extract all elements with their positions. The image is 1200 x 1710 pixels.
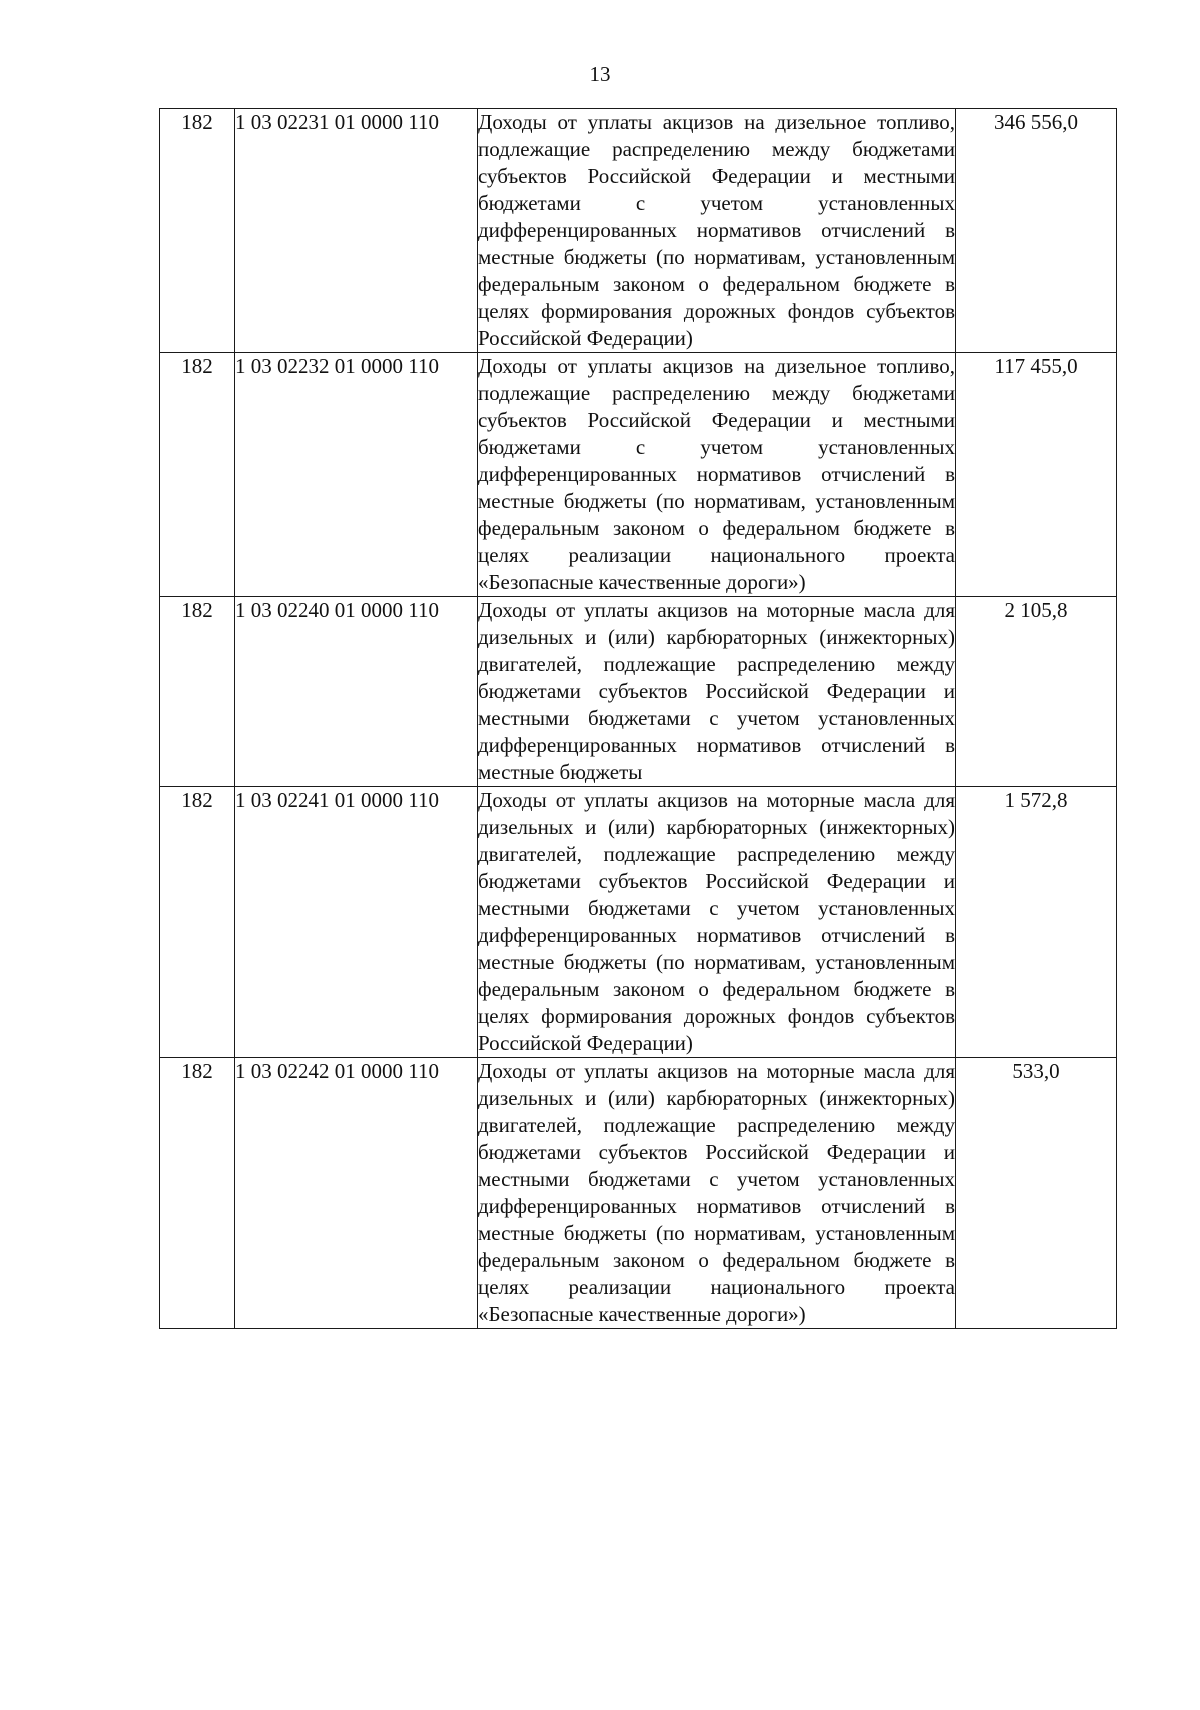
kbk-code-cell: 1 03 02241 01 0000 110 <box>235 787 478 1058</box>
table-row <box>160 787 1117 1058</box>
description-cell: Доходы от уплаты акцизов на дизельное топливо, подлежащие распределению между бюджетами субъектов Российской Федерации и местными бюджетами с учетом установленных дифференцированных нормативов отчислений в местные бюджеты (по нормативам, установленным федеральным законом о федеральном бюджете в целях реализации национального проекта «Безопасные качественные дороги») <box>478 353 956 597</box>
amount-cell: 1 572,8 <box>956 787 1117 1058</box>
amount-cell: 346 556,0 <box>956 109 1117 353</box>
page-number: 13 <box>589 62 611 86</box>
kbk-code-cell: 1 03 02232 01 0000 110 <box>235 353 478 597</box>
amount-cell: 2 105,8 <box>956 597 1117 787</box>
amount-cell: 533,0 <box>956 1058 1117 1329</box>
table-row <box>160 597 1117 787</box>
table-row <box>160 109 1117 353</box>
kbk-code-cell: 1 03 02242 01 0000 110 <box>235 1058 478 1329</box>
amount-cell: 117 455,0 <box>956 353 1117 597</box>
admin-code-cell: 182 <box>160 353 235 597</box>
admin-code-cell: 182 <box>160 597 235 787</box>
description-cell: Доходы от уплаты акцизов на дизельное топливо, подлежащие распределению между бюджетами субъектов Российской Федерации и местными бюджетами с учетом установленных дифференцированных нормативов отчислений в местные бюджеты (по нормативам, установленным федеральным законом о федеральном бюджете в целях формирования дорожных фондов субъектов Российской Федерации) <box>478 109 956 353</box>
admin-code-cell: 182 <box>160 1058 235 1329</box>
table-row <box>160 1058 1117 1329</box>
admin-code-cell: 182 <box>160 787 235 1058</box>
description-cell: Доходы от уплаты акцизов на моторные масла для дизельных и (или) карбюраторных (инжекторных) двигателей, подлежащие распределению между бюджетами субъектов Российской Федерации и местными бюджетами с учетом установленных дифференцированных нормативов отчислений в местные бюджеты (по нормативам, установленным федеральным законом о федеральном бюджете в целях реализации национального проекта «Безопасные качественные дороги») <box>478 1058 956 1329</box>
admin-code-cell: 182 <box>160 109 235 353</box>
kbk-code-cell: 1 03 02240 01 0000 110 <box>235 597 478 787</box>
table-row <box>160 353 1117 597</box>
description-cell: Доходы от уплаты акцизов на моторные масла для дизельных и (или) карбюраторных (инжекторных) двигателей, подлежащие распределению между бюджетами субъектов Российской Федерации и местными бюджетами с учетом установленных дифференцированных нормативов отчислений в местные бюджеты (по нормативам, установленным федеральным законом о федеральном бюджете в целях формирования дорожных фондов субъектов Российской Федерации) <box>478 787 956 1058</box>
revenue-table <box>159 108 1117 1329</box>
kbk-code-cell: 1 03 02231 01 0000 110 <box>235 109 478 353</box>
description-cell: Доходы от уплаты акцизов на моторные масла для дизельных и (или) карбюраторных (инжекторных) двигателей, подлежащие распределению между бюджетами субъектов Российской Федерации и местными бюджетами с учетом установленных дифференцированных нормативов отчислений в местные бюджеты <box>478 597 956 787</box>
